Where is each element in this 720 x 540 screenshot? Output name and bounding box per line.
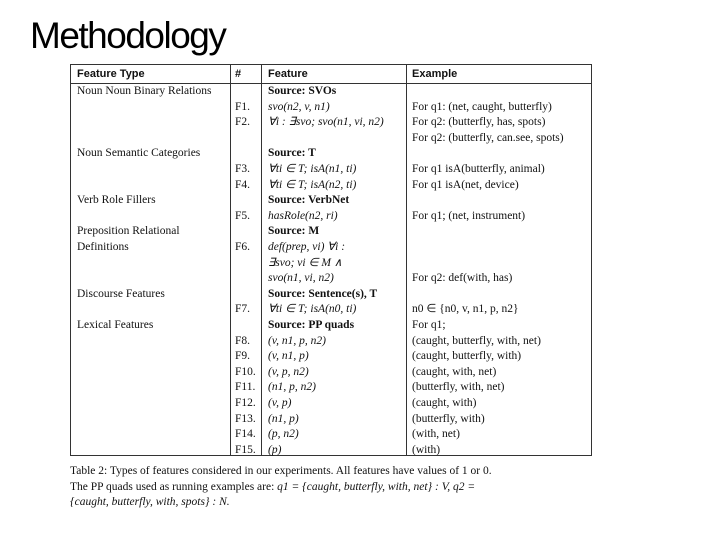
feature-number: F4.: [235, 178, 251, 191]
feature-example: (caught, butterfly, with, net): [412, 334, 541, 347]
feature-number: F14.: [235, 428, 256, 441]
header-number: #: [235, 68, 242, 80]
caption-text: The PP quads used as running examples are:: [70, 480, 278, 493]
feature-formula: ∃svo; vi ∈ M ∧: [268, 256, 343, 269]
caption-line: Table 2: Types of features considered in our experiments. All features have values of 1 or 0.: [70, 465, 492, 477]
feature-example: (with, net): [412, 428, 460, 441]
feature-type-label: Noun Noun Binary Relations: [77, 85, 212, 97]
feature-type-label: Discourse Features: [77, 287, 165, 300]
feature-number: F7.: [235, 303, 251, 316]
feature-example: For q2: def(with, has): [412, 272, 513, 285]
feature-type-label: Preposition Relational Definitions: [77, 225, 180, 253]
feature-formula: hasRole(n2, ri): [268, 209, 338, 222]
feature-number: F3.: [235, 163, 251, 175]
feature-formula: svo(n1, vi, n2): [268, 272, 334, 285]
feature-number: F10.: [235, 365, 256, 378]
feature-number: F13.: [235, 412, 256, 425]
feature-formula: (v, p): [268, 397, 292, 409]
feature-example: For q1; (net, instrument): [412, 209, 526, 222]
feature-example: For q1 isA(net, device): [412, 178, 519, 191]
feature-example: For q1;: [412, 319, 446, 331]
column-divider: [230, 65, 231, 455]
feature-formula: (v, n1, p, n2): [268, 334, 326, 347]
feature-formula: ∀ti ∈ T; isA(n1, ti): [268, 163, 357, 175]
column-divider: [261, 65, 262, 455]
feature-formula: ∀i : ∃svo; svo(n1, vi, n2): [268, 116, 384, 129]
feature-formula: svo(n2, v, n1): [268, 100, 330, 113]
feature-type-label: Verb Role Fillers: [77, 194, 156, 207]
table-caption: [70, 464, 592, 511]
caption-line: [70, 480, 592, 496]
feature-example: (with): [412, 443, 441, 456]
feature-formula: ∀ti ∈ T; isA(n2, ti): [268, 178, 357, 191]
feature-example: (caught, with): [412, 397, 477, 409]
feature-formula: (n1, p, n2): [268, 381, 316, 394]
feature-formula: (p): [268, 443, 282, 456]
column-divider: [406, 65, 407, 455]
source-label: Source: T: [268, 147, 316, 160]
feature-number: F9.: [235, 350, 251, 363]
header-feature-type: Feature Type: [77, 68, 145, 80]
feature-example: For q2: (butterfly, can.see, spots): [412, 131, 564, 144]
source-label: Source: VerbNet: [268, 194, 350, 207]
feature-number: F12.: [235, 397, 256, 409]
feature-example: (butterfly, with, net): [412, 381, 505, 394]
feature-example: (caught, butterfly, with): [412, 350, 522, 363]
feature-number: F8.: [235, 334, 251, 347]
feature-formula: (v, n1, p): [268, 350, 309, 363]
feature-table: [70, 64, 592, 456]
source-label: Source: PP quads: [268, 319, 355, 331]
caption-line: {caught, butterfly, with, spots} : N.: [70, 496, 230, 509]
feature-example: For q1: (net, caught, butterfly): [412, 100, 552, 113]
feature-example: n0 ∈ {n0, v, n1, p, n2}: [412, 303, 519, 316]
feature-number: F5.: [235, 209, 251, 222]
feature-example: (caught, with, net): [412, 365, 497, 378]
source-label: Source: M: [268, 225, 320, 238]
feature-formula: def(prep, vi) ∀i :: [268, 241, 346, 253]
source-label: Source: Sentence(s), T: [268, 287, 378, 300]
caption-example-q1: q1 = {caught, butterfly, with, net} : V, q2 =: [277, 480, 476, 493]
header-example: Example: [412, 68, 458, 80]
feature-number: F6.: [235, 241, 251, 253]
feature-type-label: Noun Semantic Categories: [77, 147, 201, 160]
feature-example: For q1 isA(butterfly, animal): [412, 163, 545, 175]
header-feature: Feature: [268, 68, 308, 80]
slide-title: Methodology: [30, 15, 226, 56]
feature-number: F1.: [235, 100, 251, 113]
feature-number: F15.: [235, 443, 256, 456]
source-label: Source: SVOs: [268, 85, 337, 97]
feature-formula: (p, n2): [268, 428, 299, 441]
feature-formula: ∀ti ∈ T; isA(n0, ti): [268, 303, 357, 316]
feature-formula: (v, p, n2): [268, 365, 309, 378]
feature-number: F2.: [235, 116, 251, 129]
feature-example: For q2: (butterfly, has, spots): [412, 116, 546, 129]
feature-type-label: Lexical Features: [77, 319, 154, 331]
feature-number: F11.: [235, 381, 256, 394]
feature-formula: (n1, p): [268, 412, 299, 425]
feature-example: (butterfly, with): [412, 412, 485, 425]
